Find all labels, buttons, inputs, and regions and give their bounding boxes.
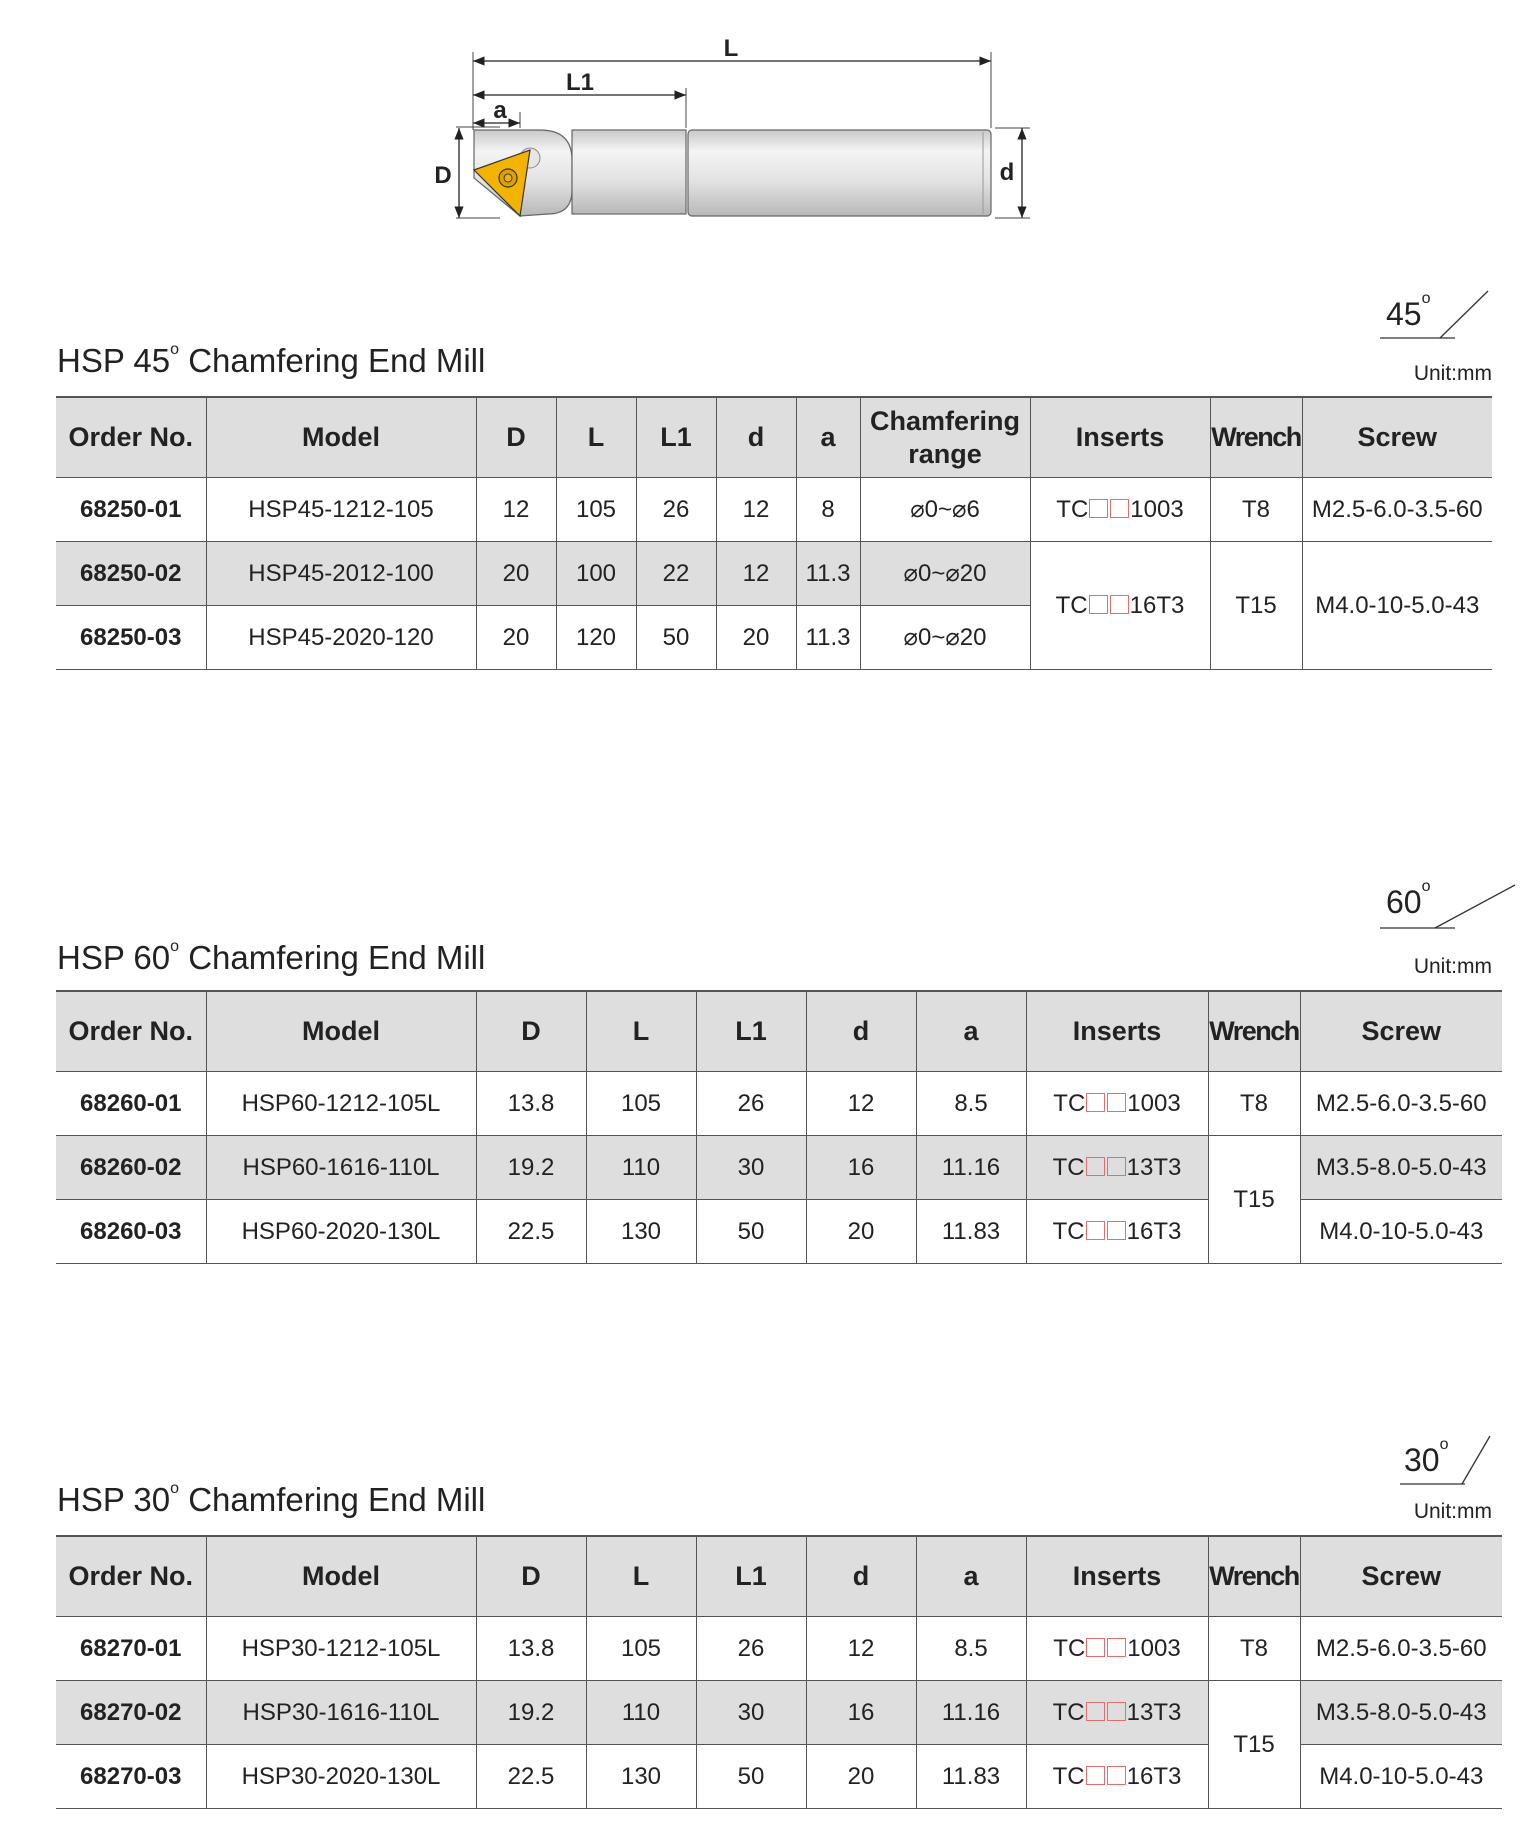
cell-D: 20	[476, 606, 556, 670]
cell-L: 105	[556, 478, 636, 542]
label-L: L	[723, 35, 739, 62]
col-d: d	[806, 991, 916, 1072]
cell-wrench: T15	[1208, 1136, 1300, 1264]
col-wrench: Wrench	[1208, 1536, 1300, 1617]
tool-dimension-diagram	[0, 0, 1529, 240]
col-inserts: Inserts	[1026, 1536, 1208, 1617]
cell-a: 8.5	[916, 1072, 1026, 1136]
col-order-no: Order No.	[56, 1536, 206, 1617]
col-L1: L1	[636, 397, 716, 478]
cell-model: HSP60-1212-105L	[206, 1072, 476, 1136]
cell-chamfering-range: ⌀0~⌀20	[860, 542, 1030, 606]
unit-label: Unit:mm	[1413, 362, 1492, 385]
col-L: L	[586, 991, 696, 1072]
cell-d: 16	[806, 1136, 916, 1200]
col-L: L	[556, 397, 636, 478]
cell-d: 20	[716, 606, 796, 670]
cell-wrench: T8	[1210, 478, 1302, 542]
insert-placeholder-box	[1089, 595, 1108, 614]
col-D: D	[476, 397, 556, 478]
cell-screw: M4.0-10-5.0-43	[1302, 542, 1492, 670]
col-a: a	[796, 397, 860, 478]
angle-badge-60: 60$^o$	[1380, 880, 1520, 930]
table-row	[56, 1617, 1502, 1681]
col-screw: Screw	[1300, 1536, 1502, 1617]
cell-D: 13.8	[476, 1072, 586, 1136]
cell-L1: 26	[636, 478, 716, 542]
table-row	[56, 478, 1492, 542]
angle-badge-30: 30$^o$	[1400, 1434, 1500, 1486]
cell-D: 22.5	[476, 1745, 586, 1809]
col-model: Model	[206, 1536, 476, 1617]
cell-inserts: TC 16T3	[1026, 1745, 1208, 1809]
col-L1: L1	[696, 1536, 806, 1617]
cell-order-no: 68260-02	[56, 1136, 206, 1200]
cell-L: 110	[586, 1136, 696, 1200]
cell-L1: 50	[636, 606, 716, 670]
col-inserts: Inserts	[1026, 991, 1208, 1072]
cell-order-no: 68270-02	[56, 1681, 206, 1745]
cell-L: 130	[586, 1200, 696, 1264]
cell-model: HSP60-2020-130L	[206, 1200, 476, 1264]
cell-d: 12	[716, 542, 796, 606]
insert-placeholder-box	[1107, 1221, 1126, 1240]
section-title-60: HSP 60$^o$ Chamfering End Mill	[57, 938, 486, 976]
col-wrench: Wrench	[1208, 991, 1300, 1072]
table-row	[56, 1681, 1502, 1745]
insert-placeholder-box	[1086, 1766, 1105, 1785]
cell-a: 8.5	[916, 1617, 1026, 1681]
cell-d: 20	[806, 1200, 916, 1264]
col-wrench: Wrench	[1210, 397, 1302, 478]
cell-inserts: TC 13T3	[1026, 1136, 1208, 1200]
cell-a: 11.83	[916, 1745, 1026, 1809]
cell-model: HSP45-1212-105	[206, 478, 476, 542]
insert-placeholder-box	[1110, 595, 1129, 614]
cell-D: 20	[476, 542, 556, 606]
col-L1: L1	[696, 991, 806, 1072]
unit-label: Unit:mm	[1413, 955, 1492, 978]
cell-model: HSP30-2020-130L	[206, 1745, 476, 1809]
col-a: a	[916, 991, 1026, 1072]
cell-L1: 50	[696, 1745, 806, 1809]
cell-D: 13.8	[476, 1617, 586, 1681]
cell-D: 19.2	[476, 1681, 586, 1745]
insert-placeholder-box	[1086, 1638, 1105, 1657]
table-row	[56, 542, 1492, 606]
label-D: D	[434, 162, 452, 189]
spec-table-45	[56, 396, 1492, 670]
cell-order-no: 68250-02	[56, 542, 206, 606]
col-d: d	[806, 1536, 916, 1617]
cell-a: 11.83	[916, 1200, 1026, 1264]
label-d: d	[999, 159, 1015, 186]
section-title-45: HSP 45$^o$ Chamfering End Mill	[57, 341, 486, 379]
cell-model: HSP45-2020-120	[206, 606, 476, 670]
col-chamfering-range: Chamfering range	[860, 397, 1030, 478]
cell-d: 20	[806, 1745, 916, 1809]
cell-d: 12	[716, 478, 796, 542]
tool-shank	[688, 130, 991, 216]
col-D: D	[476, 1536, 586, 1617]
section-title-30: HSP 30$^o$ Chamfering End Mill	[57, 1480, 486, 1518]
insert-placeholder-box	[1107, 1093, 1126, 1112]
cell-L: 120	[556, 606, 636, 670]
cell-L1: 22	[636, 542, 716, 606]
cell-L: 100	[556, 542, 636, 606]
cell-a: 11.16	[916, 1136, 1026, 1200]
insert-placeholder-box	[1107, 1702, 1126, 1721]
unit-label: Unit:mm	[1413, 1500, 1492, 1523]
cell-wrench: T15	[1210, 542, 1302, 670]
cell-L1: 30	[696, 1681, 806, 1745]
cell-wrench: T15	[1208, 1681, 1300, 1809]
insert-placeholder-box	[1086, 1157, 1105, 1176]
cell-L1: 26	[696, 1072, 806, 1136]
cell-screw: M2.5-6.0-3.5-60	[1300, 1072, 1502, 1136]
cell-model: HSP30-1212-105L	[206, 1617, 476, 1681]
cell-d: 16	[806, 1681, 916, 1745]
table-row	[56, 1072, 1502, 1136]
cell-screw: M3.5-8.0-5.0-43	[1300, 1681, 1502, 1745]
cell-inserts: TC 16T3	[1026, 1200, 1208, 1264]
cell-a: 8	[796, 478, 860, 542]
label-a: a	[493, 97, 507, 124]
col-model: Model	[206, 991, 476, 1072]
tool-neck	[572, 130, 686, 214]
cell-L1: 26	[696, 1617, 806, 1681]
insert-placeholder-box	[1107, 1157, 1126, 1176]
col-model: Model	[206, 397, 476, 478]
cell-screw: M2.5-6.0-3.5-60	[1302, 478, 1492, 542]
cell-order-no: 68260-03	[56, 1200, 206, 1264]
cell-model: HSP45-2012-100	[206, 542, 476, 606]
cell-a: 11.3	[796, 606, 860, 670]
cell-order-no: 68270-03	[56, 1745, 206, 1809]
cell-wrench: T8	[1208, 1617, 1300, 1681]
angle-badge-45: 45$^o$	[1380, 290, 1495, 340]
cell-chamfering-range: ⌀0~⌀6	[860, 478, 1030, 542]
insert-placeholder-box	[1086, 1702, 1105, 1721]
col-order-no: Order No.	[56, 991, 206, 1072]
insert-placeholder-box	[1086, 1221, 1105, 1240]
cell-a: 11.16	[916, 1681, 1026, 1745]
cell-L: 110	[586, 1681, 696, 1745]
cell-d: 12	[806, 1072, 916, 1136]
col-L: L	[586, 1536, 696, 1617]
cell-L: 105	[586, 1617, 696, 1681]
cell-inserts: TC 13T3	[1026, 1681, 1208, 1745]
cell-screw: M3.5-8.0-5.0-43	[1300, 1136, 1502, 1200]
cell-L: 130	[586, 1745, 696, 1809]
cell-D: 12	[476, 478, 556, 542]
cell-screw: M2.5-6.0-3.5-60	[1300, 1617, 1502, 1681]
cell-order-no: 68250-01	[56, 478, 206, 542]
col-a: a	[916, 1536, 1026, 1617]
col-d: d	[716, 397, 796, 478]
insert-placeholder-box	[1086, 1093, 1105, 1112]
spec-table-60	[56, 990, 1502, 1264]
cell-screw: M4.0-10-5.0-43	[1300, 1200, 1502, 1264]
table-row	[56, 1136, 1502, 1200]
cell-inserts: TC 1003	[1026, 1072, 1208, 1136]
angle-value: 30	[1404, 1442, 1440, 1478]
cell-screw: M4.0-10-5.0-43	[1300, 1745, 1502, 1809]
cell-wrench: T8	[1208, 1072, 1300, 1136]
cell-D: 19.2	[476, 1136, 586, 1200]
cell-inserts: TC 1003	[1026, 1617, 1208, 1681]
cell-L: 105	[586, 1072, 696, 1136]
angle-value: 60	[1386, 884, 1422, 920]
label-L1: L1	[565, 69, 595, 96]
insert-placeholder-box	[1107, 1638, 1126, 1657]
cell-L1: 50	[696, 1200, 806, 1264]
cell-order-no: 68270-01	[56, 1617, 206, 1681]
col-D: D	[476, 991, 586, 1072]
col-inserts: Inserts	[1030, 397, 1210, 478]
cell-order-no: 68260-01	[56, 1072, 206, 1136]
col-screw: Screw	[1302, 397, 1492, 478]
col-screw: Screw	[1300, 991, 1502, 1072]
cell-a: 11.3	[796, 542, 860, 606]
cell-d: 12	[806, 1617, 916, 1681]
cell-order-no: 68250-03	[56, 606, 206, 670]
cell-model: HSP30-1616-110L	[206, 1681, 476, 1745]
angle-value: 45	[1386, 296, 1422, 332]
insert-placeholder-box	[1110, 499, 1129, 518]
cell-chamfering-range: ⌀0~⌀20	[860, 606, 1030, 670]
cell-inserts: TC 16T3	[1030, 542, 1210, 670]
cell-model: HSP60-1616-110L	[206, 1136, 476, 1200]
cell-inserts: TC 1003	[1030, 478, 1210, 542]
spec-table-30	[56, 1535, 1502, 1809]
cell-D: 22.5	[476, 1200, 586, 1264]
insert-placeholder-box	[1107, 1766, 1126, 1785]
insert-placeholder-box	[1089, 499, 1108, 518]
cell-L1: 30	[696, 1136, 806, 1200]
col-order-no: Order No.	[56, 397, 206, 478]
